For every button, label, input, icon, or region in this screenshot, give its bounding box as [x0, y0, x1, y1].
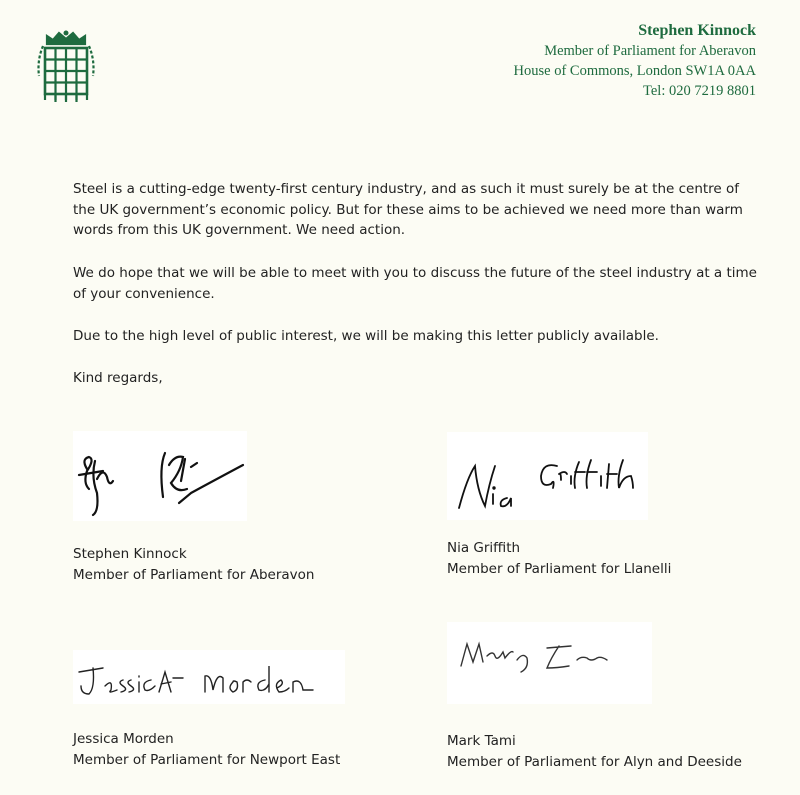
- signatory-role: Member of Parliament for Newport East: [73, 752, 341, 768]
- handwritten-signature-image: [73, 431, 247, 521]
- signatory-role: Member of Parliament for Llanelli: [447, 561, 672, 577]
- signature-jessica-morden: [73, 650, 345, 704]
- letterhead-telephone: Tel: 020 7219 8801: [643, 83, 756, 99]
- portcullis-logo: [33, 30, 99, 104]
- signature-nia-griffith: [447, 432, 648, 520]
- closing-salutation: Kind regards,: [73, 370, 163, 386]
- handwritten-signature-image: [73, 650, 345, 704]
- handwritten-signature-image: [447, 622, 652, 704]
- signatory-name: Nia Griffith: [447, 540, 521, 556]
- letterhead-address: House of Commons, London SW1A 0AA: [513, 63, 756, 79]
- letterhead: [514, 20, 756, 101]
- signature-stephen-kinnock: [73, 431, 247, 521]
- signatory-role: Member of Parliament for Alyn and Deeside: [447, 754, 742, 770]
- portcullis-crest-icon: [33, 30, 99, 104]
- signatory-name: Stephen Kinnock: [73, 546, 187, 562]
- signatory-name: Jessica Morden: [73, 731, 174, 747]
- letterhead-name: Stephen Kinnock: [638, 22, 756, 39]
- signatory-name: Mark Tami: [447, 733, 516, 749]
- signatory-role: Member of Parliament for Aberavon: [73, 567, 315, 583]
- letter-paragraph-3: Due to the high level of public interest, we will be making this letter publicly available.: [73, 328, 659, 344]
- letterhead-constituency: Member of Parliament for Aberavon: [544, 43, 756, 59]
- letter-paragraph-1: Steel is a cutting-edge twenty-first century industry, and as such it must surely be at the centre of the UK government’s economic policy. But for these aims to be achieved we need more than warm words from this UK government. We need action.: [73, 181, 743, 238]
- letter-paragraph-2: We do hope that we will be able to meet with you to discuss the future of the steel industry at a time of your convenience.: [73, 265, 757, 302]
- signature-mark-tami: [447, 622, 652, 704]
- handwritten-signature-image: [447, 432, 648, 520]
